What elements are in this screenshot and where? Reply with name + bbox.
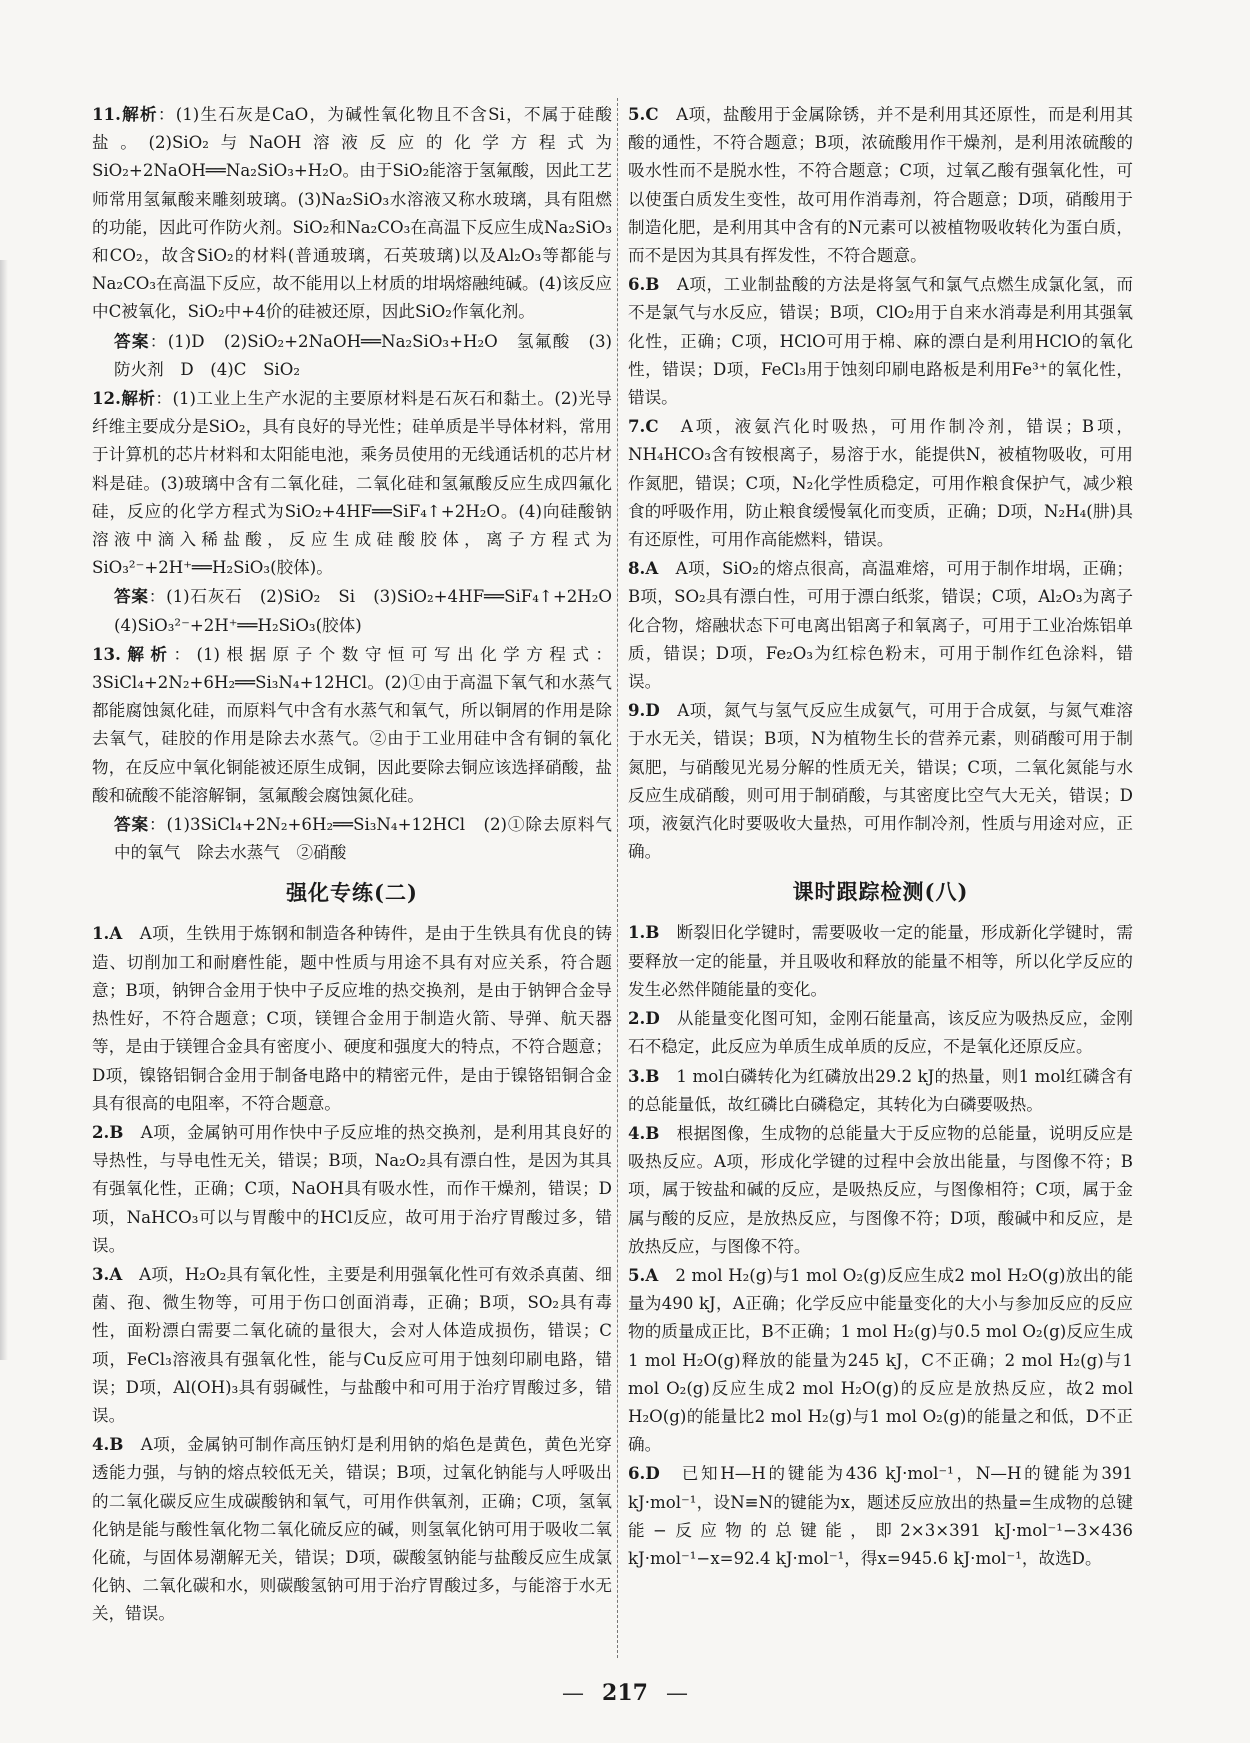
book-spine-shadow (0, 260, 8, 1360)
answer-item (92, 1260, 612, 1430)
item-body: A项，工业制盐酸的方法是将氢气和氯气点燃生成氯化氢，而不是氯气与水反应，错误；B项，ClO₂用于自来水消毒是利用其强氧化性，正确；C项，HClO可用于棉、麻的漂白是利用HClO的氧化性，错误；D项，FeCl₃用于蚀刻印刷电路板是利用Fe³⁺的氧化性，错误。 (628, 275, 1133, 408)
item-number: 3.A (92, 1263, 123, 1284)
answer-text: (1)石灰石 (2)SiO₂ Si (3)SiO₂+4HF══SiF₄↑+2H₂O (4)SiO₃²⁻+2H⁺══H₂SiO₃(胶体) (114, 587, 629, 635)
answer-item (628, 1119, 1133, 1261)
answer-item (628, 554, 1133, 696)
item-number: 5.A (628, 1264, 659, 1285)
item-number: 13. (92, 643, 121, 664)
item-head: 解析 (120, 643, 174, 664)
item-number: 1.A (92, 923, 123, 944)
right-bottom-items (628, 918, 1139, 1573)
item-number: 8.A (628, 558, 659, 579)
item-body: 已知H—H的键能为436 kJ·mol⁻¹，N—H的键能为391 kJ·mol⁻¹，设N≡N的键能为x，题述反应放出的热量=生成物的总键能−反应物的总键能，即2×3×391 kJ·mol⁻¹−3×436 kJ·mol⁻¹−x=92.4 kJ·mol⁻¹，得x=945.6 kJ·mol⁻¹，故选D。 (628, 1464, 1139, 1568)
item-body: A项，H₂O₂具有氧化性，主要是利用强氧化性可有效杀真菌、细菌、孢、微生物等，可用于伤口创面消毒，正确；B项，SO₂具有毒性，面粉漂白需要二氧化硫的量很大，会对人体造成损伤，错误；C项，FeCl₃溶液具有强氧化性，能与Cu反应可用于蚀刻印刷电路，错误；D项，Al(OH)₃具有弱碱性，与盐酸中和可用于治疗胃酸过多，错误。 (92, 1264, 612, 1425)
section-title-keshi: 课时跟踪检测(八) (792, 879, 969, 905)
item-number: 2.B (92, 1121, 124, 1142)
item-body: ：(1)工业上生产水泥的主要原材料是石灰石和黏土。(2)光导纤维主要成分是SiO₂，具有良好的导光性；硅单质是半导体材料，常用于计算机的芯片材料和太阳能电池，乘务员使用的无线通话机的芯片材料是硅。(3)玻璃中含有二氧化硅，二氧化硅和氢氟酸反应生成四氟化硅，反应的化学方程式为SiO₂+4HF══SiF₄↑+2H₂O。(4)向硅酸钠溶液中滴入稀盐酸，反应生成硅酸胶体，离子方程式为SiO₃²⁻+2H⁺══H₂SiO₃(胶体)。 (92, 389, 612, 578)
answer-item (92, 640, 612, 810)
item-number: 6.B (628, 274, 660, 295)
item-answer: 答案：(1)3SiCl₄+2N₂+6H₂══Si₃N₄+12HCl (2)①除去原料气中的氧气 除去水蒸气 ②硝酸 (114, 814, 612, 863)
right-top-items (628, 100, 1133, 866)
answer-item (628, 1261, 1139, 1459)
item-number: 3.B (628, 1065, 660, 1086)
item-body: A项，生铁用于炼钢和制造各种铸件，是由于生铁具有优良的铸造、切削加工和耐磨性能，题中性质与用途不具有对应关系，符合题意；B项，钠钾合金用于快中子反应堆的热交换剂，是由于钠钾合金导热性好，不符合题意；C项，镁锂合金用于制造火箭、导弹、航天器等，是由于镁锂合金具有密度小、硬度和强度大的特点，不符合题意；D项，镍铬铝铜合金用于制备电路中的精密元件，是由于镍铬铝铜合金具有很高的电阻率，不符合题意。 (92, 924, 612, 1113)
item-body: 1 mol白磷转化为红磷放出29.2 kJ的热量，则1 mol红磷含有的总能量低，故红磷比白磷稳定，其转化为白磷要吸热。 (628, 1066, 1133, 1114)
answer-item (628, 696, 1133, 866)
left-top-items (92, 100, 629, 867)
answer-item (92, 1118, 612, 1260)
left-bottom-items (92, 919, 612, 1628)
answer-text: (1)3SiCl₄+2N₂+6H₂══Si₃N₄+12HCl (2)①除去原料气中的氧气 除去水蒸气 ②硝酸 (114, 815, 612, 863)
item-body: A项，金属钠可用作快中子反应堆的热交换剂，是利用其良好的导热性，与导电性无关，错误；B项，Na₂O₂具有漂白性，是因为其具有强氧化性，正确；C项，NaOH具有吸水性，而作干燥剂，错误；D项，NaHCO₃可以与胃酸中的HCl反应，故可用于治疗胃酸过多，错误。 (92, 1122, 612, 1255)
item-number: 5.C (628, 104, 659, 124)
item-body: A项，氮气与氢气反应生成氨气，可用于合成氨，与氮气难溶于水无关，错误；B项，N为植物生长的营养元素，则硝酸可用于制氮肥，与硝酸见光易分解的性质无关，错误；C项，二氧化氮能与水反应生成硝酸，则可用于制硝酸，与其密度比空气大无关，错误；D项，液氨汽化时要吸收大量热，可用作制冷剂，性质与用途对应，正确。 (628, 701, 1133, 862)
answer-item (628, 1004, 1133, 1061)
page-number (0, 1680, 1250, 1706)
item-number: 11. (92, 104, 121, 124)
answer-item (628, 270, 1133, 412)
page-number-dash-right: — (665, 1681, 688, 1706)
item-number: 1.B (628, 922, 660, 943)
item-number: 2.D (628, 1008, 660, 1029)
answer-item (92, 100, 612, 327)
answer-item (628, 100, 1133, 270)
answer-item (628, 1459, 1139, 1573)
item-answer: 答案：(1)石灰石 (2)SiO₂ Si (3)SiO₂+4HF══SiF₄↑+2H₂O (4)SiO₃²⁻+2H⁺══H₂SiO₃(胶体) (114, 586, 629, 635)
item-number: 4.B (628, 1122, 660, 1143)
answer-item (628, 412, 1133, 554)
item-body: 根据图像，生成物的总能量大于反应物的总能量，说明反应是吸热反应。A项，形成化学键的过程中会放出能量，与图像不符；B项，属于铵盐和碱的反应，是吸热反应，与图像相符；C项，属于金属与酸的反应，是放热反应，与图像不符；D项，酸碱中和反应，是放热反应，与图像不符。 (628, 1123, 1133, 1256)
item-body: A项，SiO₂的熔点很高，高温难熔，可用于制作坩埚，正确；B项，SO₂具有漂白性，可用于漂白纸浆，错误；C项，Al₂O₃为离子化合物，熔融状态下可电离出铝离子和氧离子，可用于工业冶炼铝单质，错误；D项，Fe₂O₃为红棕色粉末，可用于制作红色涂料，错误。 (628, 559, 1133, 692)
item-head: 解析 (120, 388, 156, 409)
item-number: 9.D (628, 700, 660, 721)
item-body: ：(1)生石灰是CaO，为碱性氧化物且不含Si，不属于硅酸盐。(2)SiO₂与NaOH溶液反应的化学方程式为SiO₂+2NaOH══Na₂SiO₃+H₂O。由于SiO₂能溶于氢氟酸，因此工艺师常用氢氟酸来雕刻玻璃。(3)Na₂SiO₃水溶液又称水玻璃，具有阻燃的功能，因此可作防火剂。SiO₂和Na₂CO₃在高温下反应生成Na₂SiO₃和CO₂，故含SiO₂的材料(普通玻璃，石英玻璃)以及Al₂O₃等都能与Na₂CO₃在高温下反应，故不能用以上材质的坩埚熔融纯碱。(4)该反应中C被氧化，SiO₂中+4价的硅被还原，因此SiO₂作氧化剂。 (92, 105, 613, 322)
item-number: 6.D (628, 1463, 660, 1484)
answer-item (92, 919, 612, 1117)
item-body: A项，金属钠可制作高压钠灯是利用钠的焰色是黄色，黄色光穿透能力强，与钠的熔点较低无关，错误；B项，过氧化钠能与人呼吸出的二氧化碳反应生成碳酸钠和氧气，可用作供氧剂，正确；C项，氢氧化钠是能与酸性氧化物二氧化硫反应的碱，则氢氧化钠可用于吸收二氧化硫，与固体易潮解无关，错误；D项，碳酸氢钠能与盐酸反应生成氯化钠、二氧化碳和水，则碳酸氢钠可用于治疗胃酸过多，与能溶于水无关，错误。 (92, 1435, 612, 1624)
item-body: 断裂旧化学键时，需要吸收一定的能量，形成新化学键时，需要释放一定的能量，并且吸收和释放的能量不相等，所以化学反应的发生必然伴随能量的变化。 (628, 923, 1133, 999)
answer-label: 答案 (114, 814, 149, 835)
left-column (92, 100, 629, 1629)
answer-item (628, 1062, 1133, 1119)
right-column (628, 100, 1139, 1573)
answer-label: 答案 (114, 330, 150, 351)
answer-label: 答案 (114, 586, 149, 607)
item-number: 12. (92, 388, 121, 409)
answer-text: (1)D (2)SiO₂+2NaOH══Na₂SiO₃+H₂O 氢氟酸 (3)防火剂 D (4)C SiO₂ (114, 331, 613, 379)
item-number: 4.B (92, 1434, 124, 1455)
page-number-value: 217 (602, 1680, 648, 1706)
item-body: 2 mol H₂(g)与1 mol O₂(g)反应生成2 mol H₂O(g)放出的能量为490 kJ，A正确；化学反应中能量变化的大小与参加反应的反应物的质量成正比，B不正确；1 mol H₂(g)与0.5 mol O₂(g)反应生成1 mol H₂O(g)释放的能量为245 kJ，C不正确；2 mol H₂(g)与1 mol O₂(g)反应生成2 mol H₂O(g)的反应是放热反应，故2 mol H₂O(g)的能量比2 mol H₂(g)与1 mol O₂(g)的能量之和低，D不正确。 (628, 1265, 1139, 1455)
item-number: 7.C (628, 416, 659, 437)
item-body: ：(1)根据原子个数守恒可写出化学方程式：3SiCl₄+2N₂+6H₂══Si₃N₄+12HCl。(2)①由于高温下氧气和水蒸气都能腐蚀氮化硅，而原料气中含有水蒸气和氧气，所以铜屑的作用是除去氧气，硅胶的作用是除去水蒸气。②由于工业用硅中含有铜的氧化物，在反应中氧化铜能被还原生成铜，因此要除去铜应该选择硝酸，盐酸和硫酸不能溶解铜，氢氟酸会腐蚀氮化硅。 (92, 644, 612, 805)
column-divider (617, 98, 618, 1658)
answer-item (628, 918, 1133, 1004)
item-head: 解析 (120, 104, 158, 124)
page-number-dash-left: — (562, 1681, 585, 1706)
item-answer: 答案：(1)D (2)SiO₂+2NaOH══Na₂SiO₃+H₂O 氢氟酸 (3)防火剂 D (4)C SiO₂ (114, 330, 613, 379)
item-body: 从能量变化图可知，金刚石能量高，该反应为吸热反应，金刚石不稳定，此反应为单质生成单质的反应，不是氧化还原反应。 (628, 1009, 1133, 1057)
answer-item (92, 384, 612, 582)
section-title-qianghua: 强化专练(二) (286, 880, 418, 906)
item-body: A项，液氨汽化时吸热，可用作制冷剂，错误；B项，NH₄HCO₃含有铵根离子，易溶于水，能提供N，被植物吸收，可用作氮肥，错误；C项，N₂化学性质稳定，可用作粮食保护气，减少粮食的呼吸作用，防止粮食缓慢氧化而变质，正确；D项，N₂H₄(肼)具有还原性，可用作高能燃料，错误。 (628, 417, 1133, 550)
answer-item (92, 1430, 612, 1628)
item-body: A项，盐酸用于金属除锈，并不是利用其还原性，而是利用其酸的通性，不符合题意；B项，浓硫酸用作干燥剂，是利用浓硫酸的吸水性而不是脱水性，不符合题意；C项，过氧乙酸有强氧化性，可以使蛋白质发生变性，故可用作消毒剂，符合题意；D项，硝酸用于制造化肥，是利用其中含有的N元素可以被植物吸收转化为蛋白质，而不是因为其具有挥发性，不符合题意。 (628, 105, 1133, 266)
